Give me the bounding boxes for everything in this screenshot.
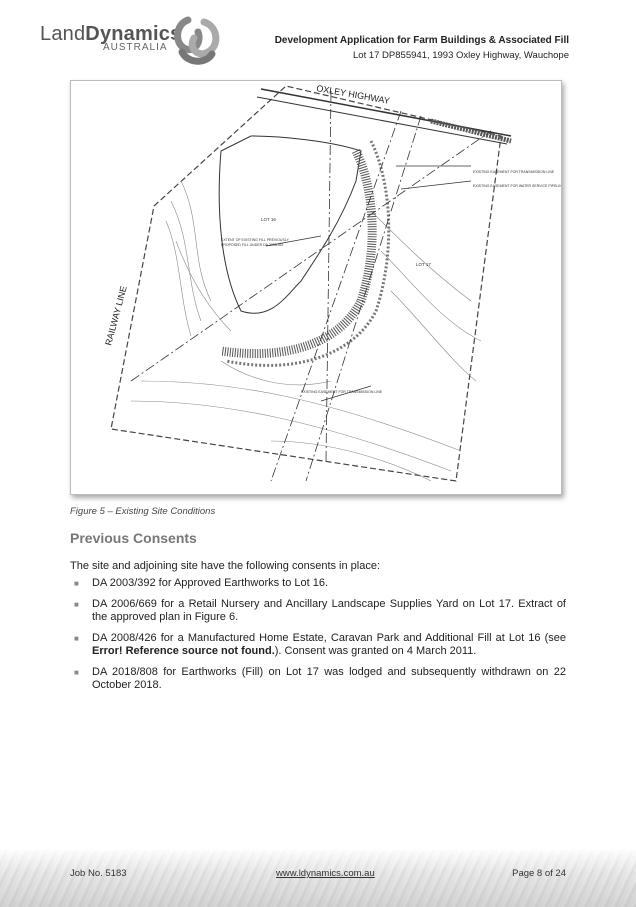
- document-title: Development Application for Farm Buildings & Associated Fill: [274, 35, 569, 46]
- bullet-icon: ■: [74, 633, 79, 643]
- section-intro: The site and adjoining site have the following consents in place:: [70, 560, 381, 572]
- site-plan-drawing: [71, 81, 561, 494]
- logo-subtitle: AUSTRALIA: [103, 42, 168, 53]
- document-subtitle: Lot 17 DP855941, 1993 Oxley Highway, Wauchope: [353, 50, 569, 61]
- list-item: ■ DA 2003/392 for Approved Earthworks to Lot 16.: [74, 577, 329, 589]
- bullet-icon: ■: [74, 599, 79, 609]
- figure-caption: Figure 5 – Existing Site Conditions: [70, 506, 216, 517]
- consents-list: [70, 577, 566, 700]
- svg-text:PROPOSED FILL UNDER DA 2003/39: PROPOSED FILL UNDER DA 2003/392: [221, 243, 284, 247]
- footer-website-link[interactable]: www.ldynamics.com.au: [276, 868, 375, 879]
- bullet-icon: ■: [74, 579, 79, 588]
- lot16-label: LOT 16: [261, 217, 276, 222]
- rail-label: RAILWAY LINE: [103, 284, 129, 347]
- list-item: ■ DA 2008/426 for a Manufactured Home Estate, Caravan Park and Additional Fill at Lot 16 (see Error! Reference source not found.). Consent was granted on 4 March 2011.: [74, 631, 566, 657]
- bullet-icon: ■: [74, 667, 79, 677]
- logo-knot-icon: [168, 12, 224, 68]
- section-heading: Previous Consents: [70, 530, 197, 546]
- footer-job-number: Job No. 5183: [70, 868, 127, 879]
- site-plan-figure: [70, 80, 562, 495]
- svg-text:EXISTING EASEMENT FOR TRANSMIS: EXISTING EASEMENT FOR TRANSMISSION LINE: [473, 170, 555, 174]
- road-label: OXLEY HIGHWAY: [315, 83, 391, 106]
- svg-text:EXTENT OF EXISTING FILL PREVIO: EXTENT OF EXISTING FILL PREVIOUSLY: [221, 238, 289, 242]
- list-item: ■ DA 2018/808 for Earthworks (Fill) on Lot 17 was lodged and subsequently withdrawn on 22 October 2018.: [74, 665, 566, 691]
- svg-text:EXISTING EASEMENT FOR TRANSMIS: EXISTING EASEMENT FOR TRANSMISSION LINE: [301, 390, 383, 394]
- list-item: ■ DA 2006/669 for a Retail Nursery and Ancillary Landscape Supplies Yard on Lot 17. Extract of the approved plan in Figure 6.: [74, 597, 566, 623]
- reference-error-text: Error! Reference source not found.: [92, 645, 275, 657]
- logo-land-text: Land: [40, 23, 86, 45]
- footer-page-number: Page 8 of 24: [512, 868, 566, 879]
- svg-text:EXISTING EASEMENT FOR WATER SE: EXISTING EASEMENT FOR WATER SERVICE PIPELINE: [473, 184, 561, 188]
- logo-dynamics-text: Dynamics: [85, 23, 182, 45]
- lot17-label: LOT 17: [416, 262, 431, 267]
